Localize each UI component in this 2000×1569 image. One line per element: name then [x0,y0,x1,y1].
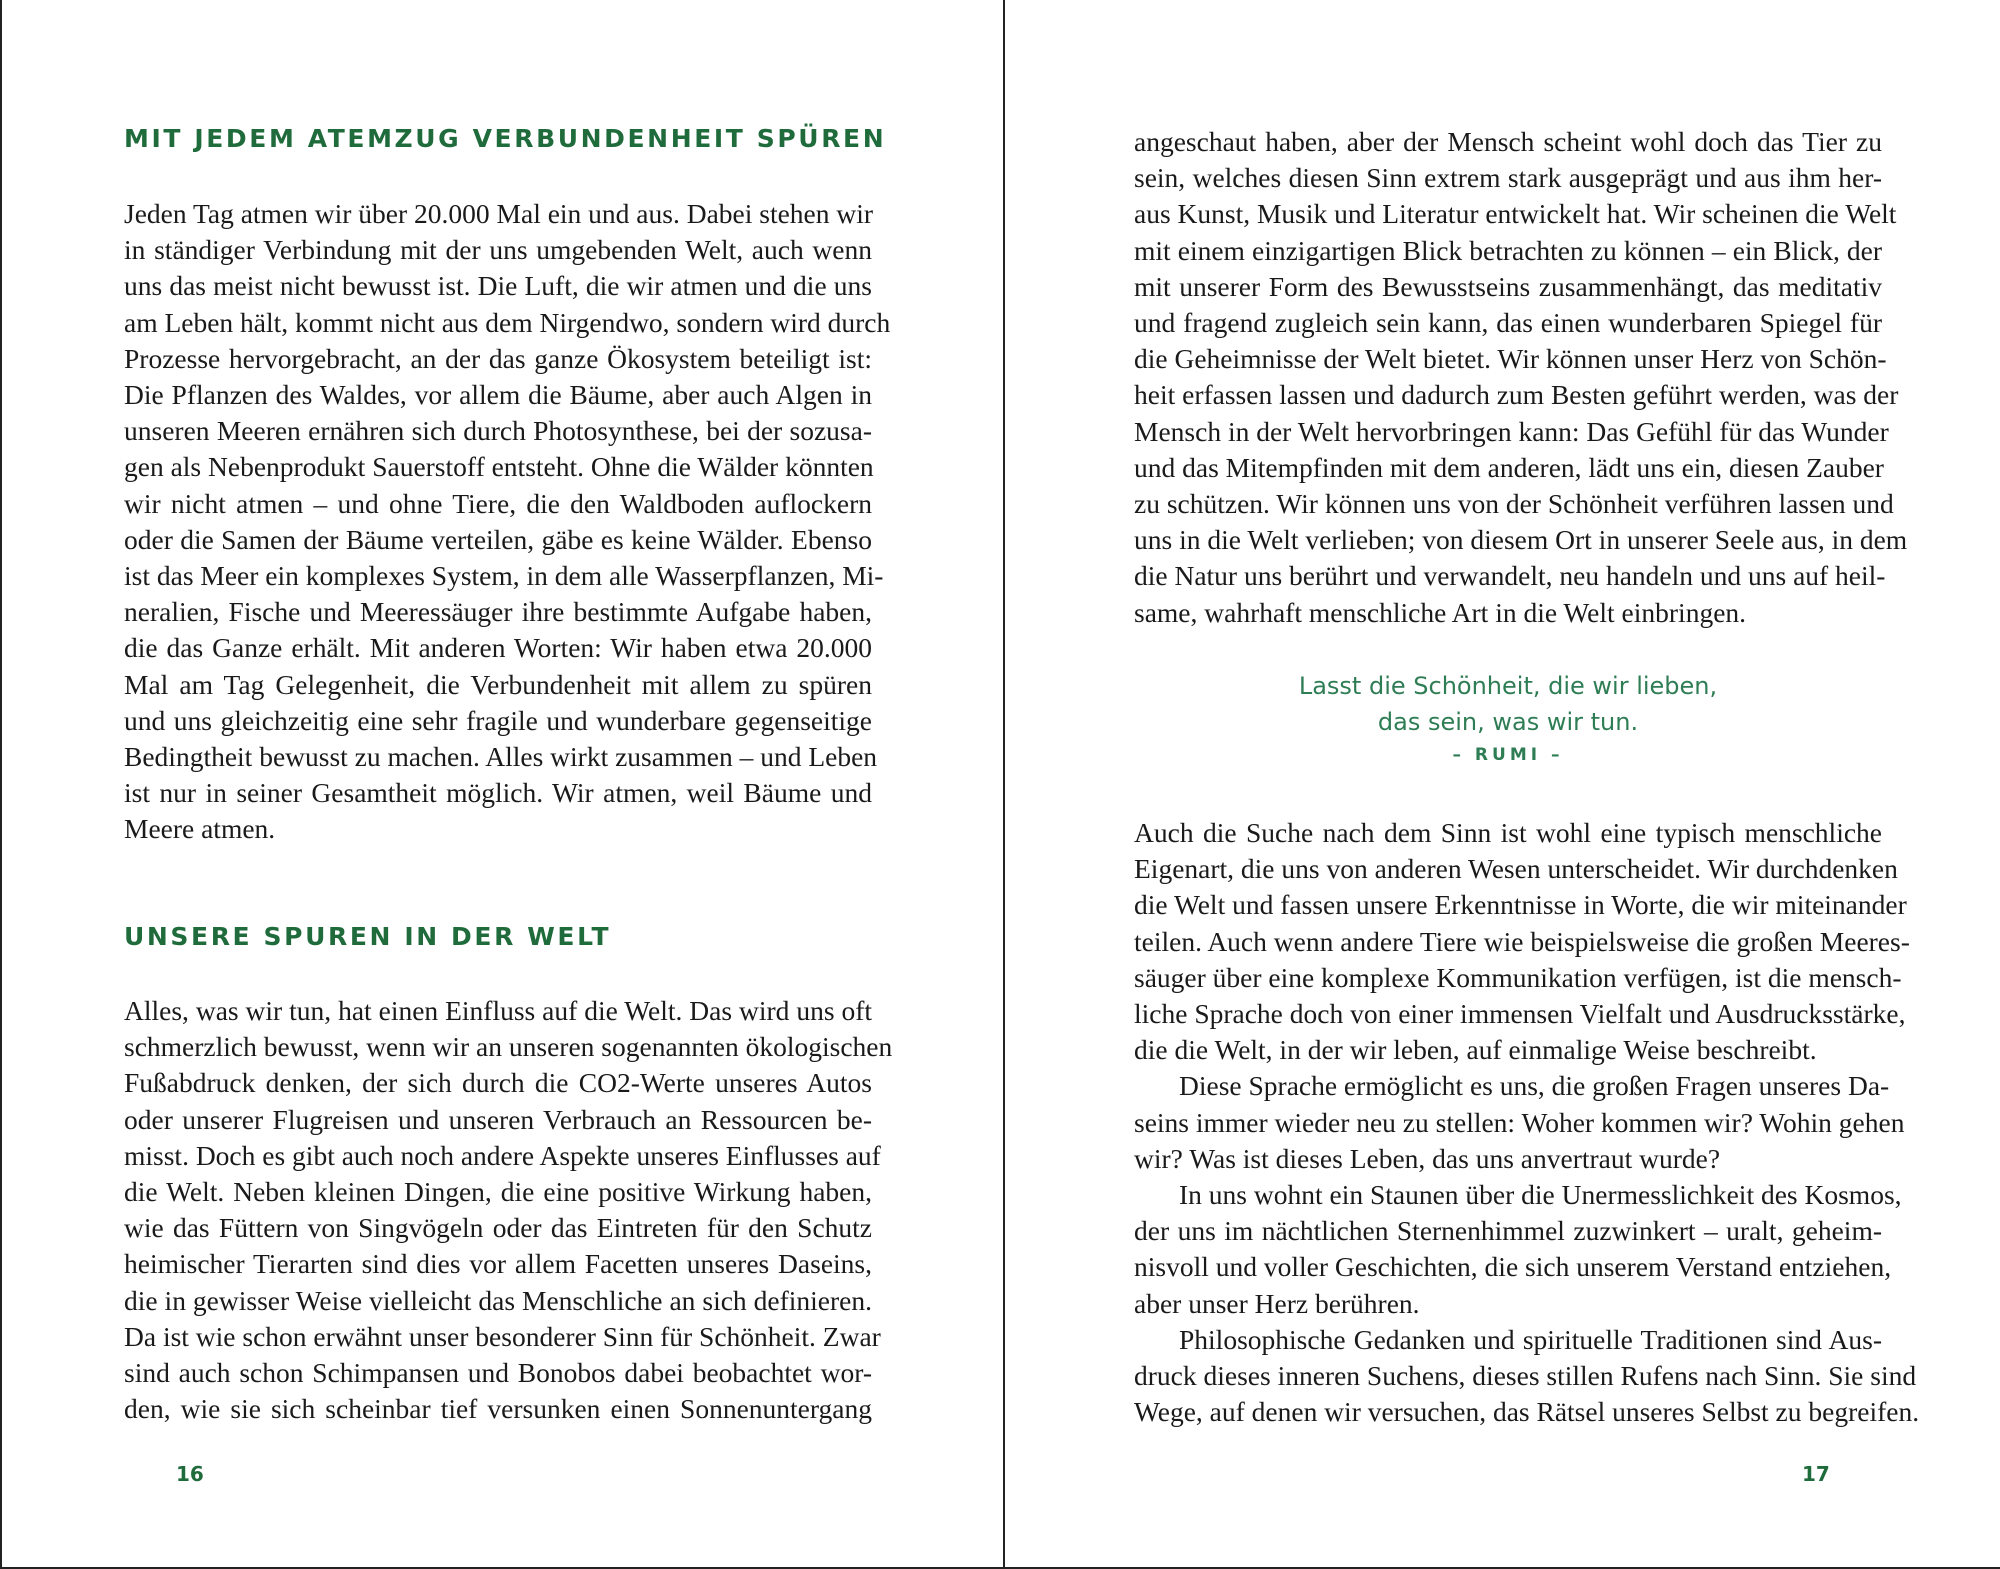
text-line: Eigenart, die uns von anderen Wesen unterscheidet. Wir durchdenken [1134,853,1898,885]
text-line: wir nicht atmen – und ohne Tiere, die den Waldboden auflockern [124,487,872,519]
paragraph-breath [124,196,891,848]
text-line: die Geheimnisse der Welt bietet. Wir können unser Herz von Schön- [1134,343,1887,375]
text-line: ist das Meer ein komplexes System, in dem alle Wasserpflanzen, Mi- [124,560,884,592]
page-number-right: 17 [1802,1462,1830,1486]
text-line: die die Welt, in der wir leben, auf einmalige Weise beschreibt. [1134,1034,1817,1066]
text-line: wie das Füttern von Singvögeln oder das Eintreten für den Schutz [124,1212,872,1244]
text-line: wir? Was ist dieses Leben, das uns anvertraut wurde? [1134,1142,1721,1174]
text-line: aus Kunst, Musik und Literatur entwickelt hat. Wir scheinen die Welt [1134,198,1897,230]
text-line: die in gewisser Weise vielleicht das Menschliche an sich definieren. [124,1284,872,1316]
text-line: neralien, Fische und Meeressäuger ihre bestimmte Aufgabe haben, [124,596,872,628]
text-line: Mensch in der Welt hervorbringen kann: Das Gefühl für das Wunder [1134,415,1889,447]
text-line: Auch die Suche nach dem Sinn ist wohl eine typisch menschliche [1134,817,1882,848]
text-line: angeschaut haben, aber der Mensch scheint wohl doch das Tier zu [1134,126,1882,157]
text-line: Die Pflanzen des Waldes, vor allem die Bäume, aber auch Algen in [124,379,872,411]
text-line: Diese Sprache ermöglicht es uns, die großen Fragen unseres Da- [1179,1070,1890,1102]
text-line: unseren Meeren ernähren sich durch Photosynthese, bei der sozusa- [124,415,872,447]
text-line: In uns wohnt ein Staunen über die Unermesslichkeit des Kosmos, [1179,1179,1902,1211]
text-line: heimischer Tierarten sind dies vor allem Facetten unseres Daseins, [124,1248,872,1280]
text-line: teilen. Auch wenn andere Tiere wie beispielsweise die großen Meeres- [1134,925,1910,957]
right-page [1134,0,1920,1569]
text-line: seins immer wieder neu zu stellen: Woher kommen wir? Wohin gehen [1134,1106,1905,1138]
text-line: Alles, was wir tun, hat einen Einfluss auf die Welt. Das wird uns oft [124,995,872,1026]
text-line: mit einem einzigartigen Blick betrachten zu können – ein Blick, der [1134,234,1882,266]
text-line: same, wahrhaft menschliche Art in die Welt einbringen. [1134,596,1747,628]
text-line: Prozesse hervorgebracht, an der das ganze Ökosystem beteiligt ist: [124,342,872,374]
text-line: misst. Doch es gibt auch noch andere Aspekte unseres Einflusses auf [124,1139,881,1171]
text-line: die das Ganze erhält. Mit anderen Worten: Wir haben etwa 20.000 [124,632,872,664]
text-line: sind auch schon Schimpansen und Bonobos dabei beobachtet wor- [124,1357,872,1389]
paragraph-meaning [1134,815,1920,1430]
text-line: gen als Nebenprodukt Sauerstoff entsteht. Ohne die Wälder könnten [124,451,874,483]
text-line: Wege, auf denen wir versuchen, das Rätsel unseres Selbst zu begreifen. [1134,1396,1920,1428]
text-line: uns in die Welt verlieben; von diesem Ort in unserer Seele aus, in dem [1134,524,1908,556]
paragraph-traces [124,993,893,1427]
text-line: der uns im nächtlichen Sternenhimmel zuzwinkert – uralt, geheim- [1134,1215,1882,1247]
text-line: den, wie sie sich scheinbar tief versunken einen Sonnenuntergang [124,1393,872,1425]
text-line: sein, welches diesen Sinn extrem stark ausgeprägt und aus ihm her- [1134,162,1882,194]
text-line: oder unserer Flugreisen und unseren Verbrauch an Ressourcen be- [124,1103,872,1135]
text-line: säuger über eine komplexe Kommunikation verfügen, ist die mensch- [1134,961,1902,993]
quote-line-2: das sein, was wir tun. [1377,708,1639,736]
text-line: die Natur uns berührt und verwandelt, neu handeln und uns auf heil- [1134,560,1886,592]
text-line: aber unser Herz berühren. [1134,1287,1420,1319]
text-line: am Leben hält, kommt nicht aus dem Nirgendwo, sondern wird durch [124,306,891,338]
text-line: in ständiger Verbindung mit der uns umgebenden Welt, auch wenn [124,234,872,266]
page-edge-left [0,0,2,1569]
page-number-left: 16 [176,1462,204,1486]
text-line: heit erfassen lassen und dadurch zum Besten geführt werden, was der [1134,379,1899,411]
text-line: die Welt und fassen unsere Erkenntnisse in Worte, die wir miteinander [1134,889,1907,921]
text-line: Mal am Tag Gelegenheit, die Verbundenheit mit allem zu spüren [124,668,872,700]
paragraph-meaning-4 [1134,1322,1920,1431]
paragraph-beauty [1134,124,1908,631]
text-line: die Welt. Neben kleinen Dingen, die eine positive Wirkung haben, [124,1176,872,1208]
text-line: uns das meist nicht bewusst ist. Die Luft, die wir atmen und die uns [124,270,872,302]
text-line: Meere atmen. [124,813,276,845]
quote-line-1: Lasst die Schönheit, die wir lieben, [1298,672,1718,700]
paragraph-meaning-1 [1134,815,1910,1068]
text-line: zu schützen. Wir können uns von der Schönheit verführen lassen und [1134,488,1894,520]
text-line: mit unserer Form des Bewusstseins zusammenhängt, das meditativ [1134,270,1882,302]
text-line: schmerzlich bewusst, wenn wir an unseren sogenannten ökologischen [124,1031,893,1063]
text-line: liche Sprache doch von einer immensen Vielfalt und Ausdrucksstärke, [1134,998,1906,1030]
left-page [124,0,893,1569]
text-line: oder die Samen der Bäume verteilen, gäbe es keine Wälder. Ebenso [124,523,872,555]
text-line: nisvoll und voller Geschichten, die sich unserem Verstand entziehen, [1134,1251,1892,1283]
text-line: und uns gleichzeitig eine sehr fragile und wunderbare gegenseitige [124,704,872,736]
quote-author: – RUMI – [1452,745,1564,765]
section-heading-breath: MIT JEDEM ATEMZUG VERBUNDENHEIT SPÜREN [124,124,887,153]
text-line: Fußabdruck denken, der sich durch die CO2-Werte unseres Autos [124,1067,872,1099]
text-line: und das Mitempfinden mit dem anderen, lädt uns ein, diesen Zauber [1134,451,1884,483]
text-line: ist nur in seiner Gesamtheit möglich. Wir atmen, weil Bäume und [124,777,872,809]
text-line: Philosophische Gedanken und spirituelle Traditionen sind Aus- [1179,1323,1882,1355]
text-line: druck dieses inneren Suchens, dieses stillen Rufens nach Sinn. Sie sind [1134,1360,1917,1392]
section-heading-traces: UNSERE SPUREN IN DER WELT [124,922,612,951]
paragraph-meaning-3 [1134,1177,1902,1322]
text-line: Jeden Tag atmen wir über 20.000 Mal ein und aus. Dabei stehen wir [124,198,874,229]
paragraph-meaning-2 [1134,1068,1905,1177]
quote-block [1134,668,1882,765]
text-line: und fragend zugleich sein kann, das einen wunderbaren Spiegel für [1134,307,1882,339]
text-line: Da ist wie schon erwähnt unser besonderer Sinn für Schönheit. Zwar [124,1320,881,1352]
page-gutter [1003,0,1005,1569]
text-line: Bedingtheit bewusst zu machen. Alles wirkt zusammen – und Leben [124,741,878,773]
